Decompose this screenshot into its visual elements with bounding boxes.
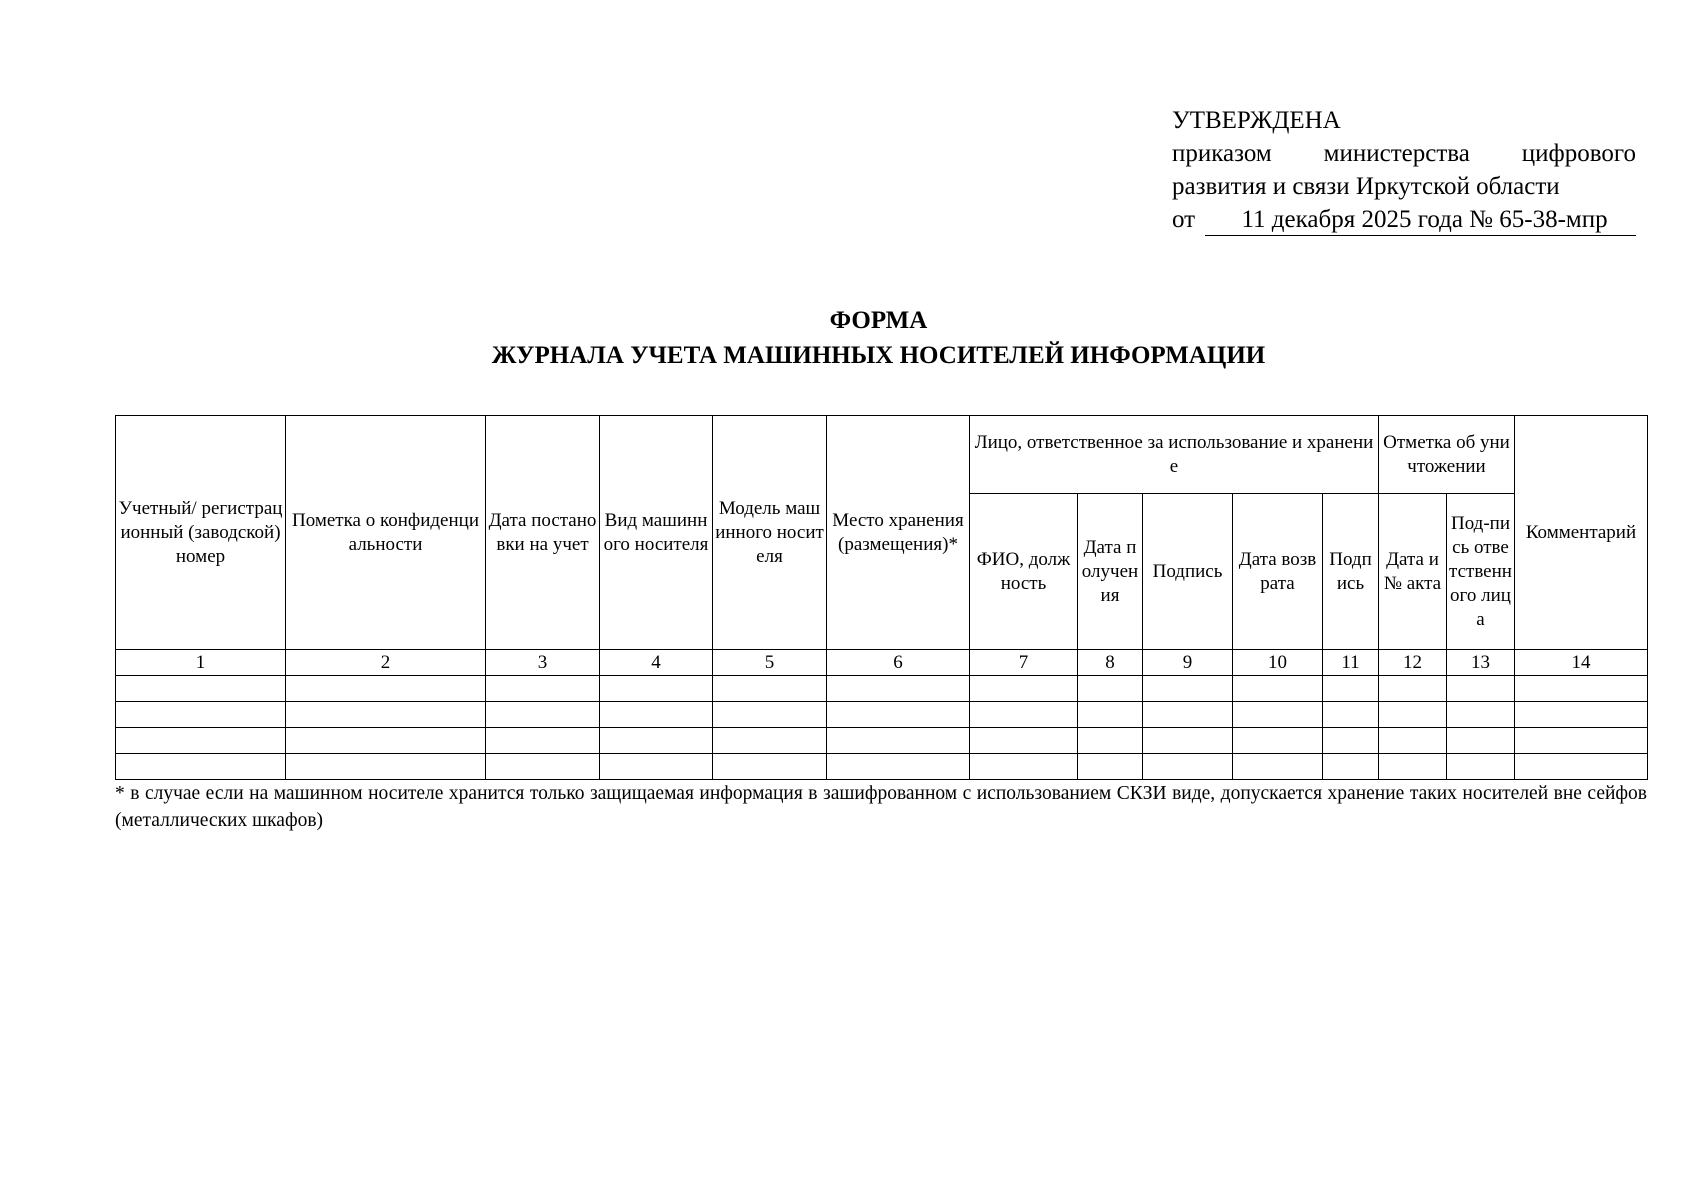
table-cell	[1447, 676, 1515, 702]
table-cell	[1323, 728, 1379, 754]
table-cell	[1379, 702, 1447, 728]
table-cell	[970, 676, 1078, 702]
table-cell	[1078, 676, 1143, 702]
table-cell	[1447, 754, 1515, 780]
header-signature-returned: Подпись	[1323, 494, 1379, 650]
table-cell	[486, 754, 600, 780]
table-row	[116, 728, 1648, 754]
column-number: 3	[486, 650, 600, 676]
column-number: 5	[713, 650, 827, 676]
table-cell	[970, 728, 1078, 754]
table-cell	[286, 676, 486, 702]
table-row	[116, 754, 1648, 780]
column-number: 8	[1078, 650, 1143, 676]
header-group-responsible: Лицо, ответственное за использование и хранение	[970, 416, 1379, 494]
table-cell	[1515, 754, 1648, 780]
table-row	[116, 702, 1648, 728]
table-cell	[600, 728, 713, 754]
table-cell	[827, 754, 970, 780]
header-media-model: Модель машинного носителя	[713, 416, 827, 650]
table-cell	[1515, 676, 1648, 702]
column-number: 11	[1323, 650, 1379, 676]
table-cell	[1143, 676, 1233, 702]
table-cell	[713, 702, 827, 728]
table-cell	[486, 728, 600, 754]
table-cell	[286, 702, 486, 728]
table-cell	[970, 702, 1078, 728]
column-number: 12	[1379, 650, 1447, 676]
table-cell	[1078, 754, 1143, 780]
form-subtitle: ЖУРНАЛА УЧЕТА МАШИННЫХ НОСИТЕЛЕЙ ИНФОРМАЦИИ	[491, 342, 1266, 369]
column-number: 9	[1143, 650, 1233, 676]
column-number: 10	[1233, 650, 1323, 676]
approval-date-line	[1172, 203, 1636, 236]
table-cell	[1143, 754, 1233, 780]
table-cell	[600, 754, 713, 780]
approval-line-2: развития и связи Иркутской области	[1172, 173, 1560, 200]
table-cell	[1515, 728, 1648, 754]
table-cell	[713, 676, 827, 702]
approval-heading: УТВЕРЖДЕНА	[1172, 107, 1341, 134]
approval-from-label: от	[1172, 206, 1196, 233]
journal-table	[115, 415, 1648, 780]
table-cell	[827, 702, 970, 728]
header-group-destruction: Отметка об уничтожении	[1379, 416, 1515, 494]
table-cell	[1379, 676, 1447, 702]
approval-date-number: 11 декабря 2025 года № 65-38-мпр	[1205, 205, 1636, 236]
table-cell	[1323, 754, 1379, 780]
table-cell	[600, 676, 713, 702]
column-number-row	[116, 650, 1648, 676]
table-cell	[713, 754, 827, 780]
column-number: 1	[116, 650, 286, 676]
approval-line-1: приказом министерства цифрового	[1172, 140, 1636, 167]
table-cell	[286, 728, 486, 754]
table-cell	[827, 676, 970, 702]
column-number: 14	[1515, 650, 1648, 676]
table-cell	[1078, 728, 1143, 754]
table-cell	[1233, 728, 1323, 754]
table-cell	[1323, 676, 1379, 702]
table-cell	[1379, 728, 1447, 754]
header-act-date-number: Дата и № акта	[1379, 494, 1447, 650]
column-number: 6	[827, 650, 970, 676]
table-cell	[116, 676, 286, 702]
header-signature-received: Подпись	[1143, 494, 1233, 650]
table-cell	[1143, 728, 1233, 754]
footnote: * в случае если на машинном носителе хранится только защищаемая информация в зашифрованном с использованием СКЗИ виде, допускается хранение таких носителей вне сейфов (металлических шкафов)	[115, 783, 1647, 831]
table-cell	[1447, 728, 1515, 754]
table-cell	[1233, 754, 1323, 780]
column-number: 7	[970, 650, 1078, 676]
table-cell	[116, 728, 286, 754]
table-cell	[1379, 754, 1447, 780]
header-registration-date: Дата постановки на учет	[486, 416, 600, 650]
header-row-1	[116, 416, 1648, 494]
table-row	[116, 676, 1648, 702]
table-cell	[486, 702, 600, 728]
table-cell	[1078, 702, 1143, 728]
column-number: 4	[600, 650, 713, 676]
table-cell	[1233, 676, 1323, 702]
header-full-name-position: ФИО, должность	[970, 494, 1078, 650]
table-cell	[116, 754, 286, 780]
header-confidentiality-mark: Пометка о конфиденциальности	[286, 416, 486, 650]
header-storage-place: Место хранения (размещения)*	[827, 416, 970, 650]
header-registration-number: Учетный/ регистрационный (заводской) номер	[116, 416, 286, 650]
approval-block	[1172, 104, 1636, 236]
table-cell	[1233, 702, 1323, 728]
table-cell	[1323, 702, 1379, 728]
table-cell	[1515, 702, 1648, 728]
column-number: 13	[1447, 650, 1515, 676]
header-date-returned: Дата возврата	[1233, 494, 1323, 650]
header-date-received: Дата получения	[1078, 494, 1143, 650]
header-media-type: Вид машинного носителя	[600, 416, 713, 650]
table-cell	[116, 702, 286, 728]
table-cell	[286, 754, 486, 780]
table-cell	[970, 754, 1078, 780]
table-cell	[713, 728, 827, 754]
form-title: ФОРМА	[829, 307, 928, 334]
column-number: 2	[286, 650, 486, 676]
table-cell	[486, 676, 600, 702]
table-cell	[1143, 702, 1233, 728]
table-cell	[600, 702, 713, 728]
table-cell	[827, 728, 970, 754]
header-responsible-signature: Под-пись ответственного лица	[1447, 494, 1515, 650]
header-comment: Комментарий	[1515, 416, 1648, 650]
table-cell	[1447, 702, 1515, 728]
